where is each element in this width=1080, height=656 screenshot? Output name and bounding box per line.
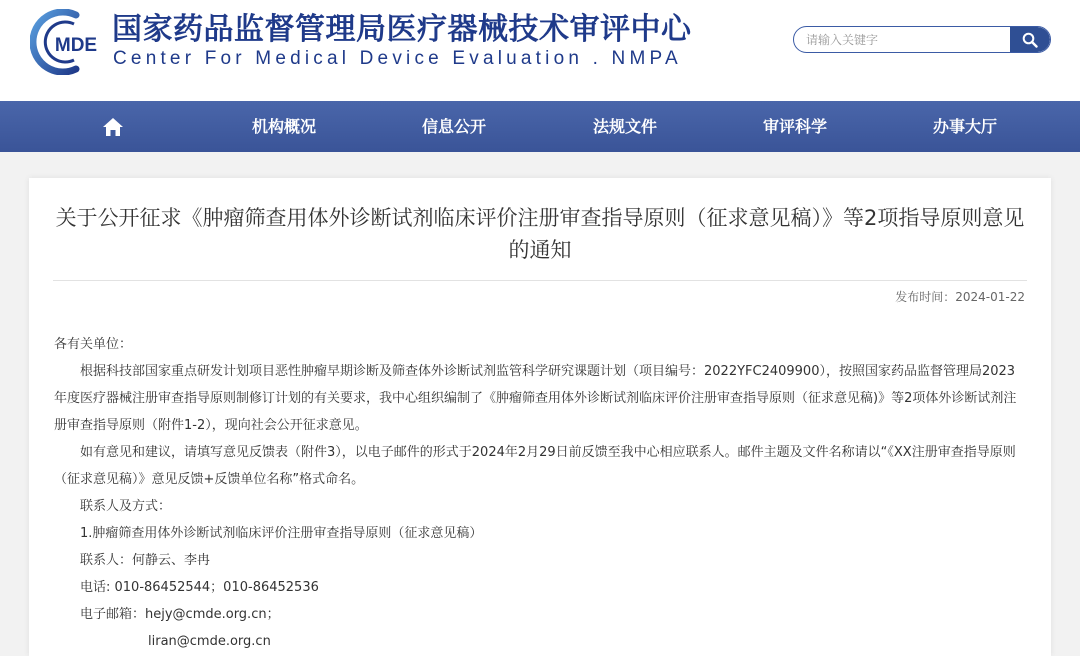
publish-time bbox=[895, 288, 1025, 305]
article-body bbox=[54, 331, 1026, 655]
search-box bbox=[793, 26, 1051, 53]
contact-phone: 电话: 010-86452544；010-86452536 bbox=[80, 580, 319, 595]
publish-date: 2024-01-22 bbox=[955, 290, 1025, 304]
logo-abbr: MDE bbox=[54, 35, 98, 56]
nav-item-services[interactable]: 办事大厅 bbox=[932, 117, 997, 136]
salutation: 各有关单位： bbox=[54, 337, 133, 352]
contact-guideline-1: 1.肿瘤筛查用体外诊断试剂临床评价注册审查指导原则（征求意见稿） bbox=[80, 526, 483, 541]
search-button[interactable] bbox=[1010, 27, 1050, 52]
home-icon bbox=[102, 117, 124, 137]
nav-item-science[interactable]: 审评科学 bbox=[762, 117, 827, 136]
search-icon bbox=[1022, 32, 1038, 48]
nav-item-regulations[interactable]: 法规文件 bbox=[592, 117, 657, 136]
search-input[interactable] bbox=[806, 27, 1006, 52]
nav-item-about[interactable]: 机构概况 bbox=[251, 117, 316, 136]
contact-email-2: liran@cmde.org.cn bbox=[148, 634, 271, 649]
contact-persons: 联系人：何静云、李冉 bbox=[80, 553, 211, 568]
site-title-en: Center For Medical Device Evaluation . NMPA bbox=[113, 48, 682, 69]
paragraph-background: 根据科技部国家重点研发计划项目恶性肿瘤早期诊断及筛查体外诊断试剂监管科学研究课题计划（项目编号：2022YFC2409900），按照国家药品监督管理局2023年度医疗器械注册审查指导原则制修订计划的有关要求，我中心组织编制了《肿瘤筛查用体外诊断试剂临床评价注册审查指导原则（征求意见稿)》等2项体外诊断试剂注册审查指导原则（附件1-2），现向社会公开征求意见。 bbox=[54, 364, 1017, 433]
nav-home[interactable] bbox=[43, 101, 183, 152]
nav-item-info[interactable]: 信息公开 bbox=[421, 117, 486, 136]
article-panel bbox=[29, 178, 1051, 656]
site-header bbox=[0, 0, 1080, 101]
article-title: 关于公开征求《肿瘤筛查用体外诊断试剂临床评价注册审查指导原则（征求意见稿）》等2项指导原则意见的通知 bbox=[55, 206, 1025, 262]
site-title-cn: 国家药品监督管理局医疗器械技术审评中心 bbox=[112, 12, 692, 47]
main-nav bbox=[0, 101, 1080, 152]
contact-heading: 联系人及方式： bbox=[80, 499, 172, 514]
paragraph-feedback: 如有意见和建议，请填写意见反馈表（附件3），以电子邮件的形式于2024年2月29日前反馈至我中心相应联系人。邮件主题及文件名称请以“《XX注册审查指导原则（征求意见稿）》意见反馈+反馈单位名称”格式命名。 bbox=[54, 445, 1016, 487]
title-divider bbox=[53, 280, 1027, 281]
contact-email: 电子邮箱：hejy@cmde.org.cn； bbox=[80, 607, 280, 622]
publish-label: 发布时间： bbox=[895, 290, 956, 304]
mde-logo-icon[interactable] bbox=[30, 9, 106, 75]
